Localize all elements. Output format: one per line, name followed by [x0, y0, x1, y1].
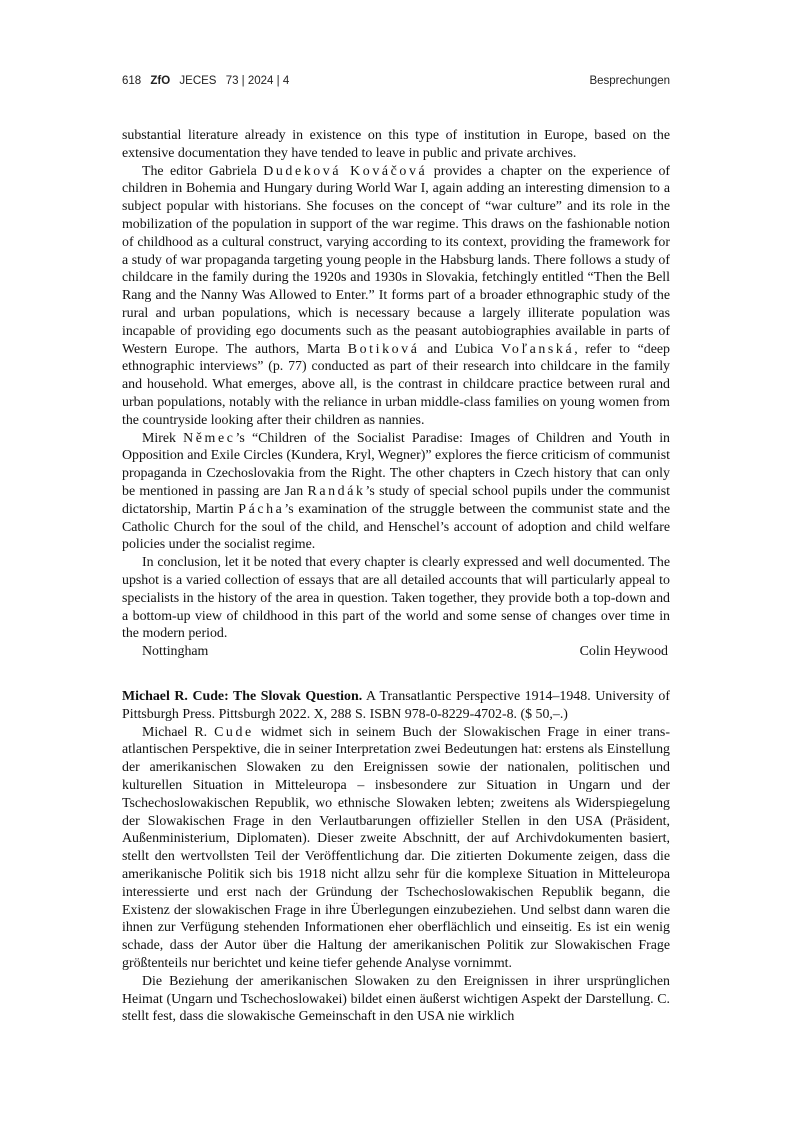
reviewer-name: Colin Heywood	[579, 644, 668, 660]
book-details: A Transatlantic Perspective 1914–1948. University of Pittsburgh Press. Pittsburgh 2022. X, 288 S. ISBN 978-0-8229-4702-8. ($ 50,–.)	[122, 689, 670, 722]
paragraph: Michael R. Cude widmet sich in seinem Buch der Slowakischen Frage in einer transatlantischen Perspektive, die in seiner Interpretation zwei Bedeutungen hat: erstens als Einstellung der amerikanischen Slowaken zu den Ereignissen sowie der nationalen, politischen und kulturellen Situation in Mitteleuropa – insbesondere zur Situation in Ungarn und der Tschechoslowakischen Republik, wo ethnische Slowaken lebten; zweitens als Widerspiegelung der Slowakischen Frage in den Verlautbarungen offizieller Stellen in den USA (Präsident, Außenministerium, Diplomaten). Dieser zweite Abschnitt, der auf Archivdokumenten basiert, stellt den wertvollsten Teil der Veröffentlichung dar. Die zitierten Dokumente zeigen, dass die amerikanische Politik sich bis 1918 nicht allzu sehr für die komplexe Situation in Mitteleuropa interessierte und erst nach der Gründung der Tschechoslowakischen Republik begann, die Existenz der slowakischen Frage in ihre Überlegungen einzubeziehen. Und selbst dann waren die ihnen zur Verfügung stehenden Informationen eher oberflächlich und einseitig. Es ist ein wenig schade, dass der Autor über die Haltung der amerikanischen Politik zur Slowakischen Frage größtenteils nur berichtet und keine tiefer gehende Analyse vornimmt.	[122, 724, 670, 971]
review	[122, 688, 670, 1026]
book-title: Michael R. Cude: The Slovak Question.	[122, 689, 363, 704]
page-number: 618	[122, 75, 142, 87]
author-name: Dudeková Kováčová	[263, 163, 428, 179]
author-name: Botiková	[347, 341, 420, 357]
author-name: Randák	[307, 483, 366, 499]
author-name: Pácha	[238, 501, 285, 517]
journal-name: ZfO	[150, 75, 171, 87]
running-header	[122, 75, 670, 93]
review-continuation	[122, 127, 670, 661]
author-name: Voľanská	[500, 341, 575, 357]
journal-subtitle: JECES	[179, 75, 217, 87]
header-left	[122, 75, 295, 87]
review-title	[122, 688, 670, 724]
section-title: Besprechungen	[589, 75, 670, 87]
reviewer-place: Nottingham	[142, 644, 209, 660]
paragraph: In conclusion, let it be noted that every chapter is clearly expressed and well documented. The upshot is a varied collection of essays that are all detailed accounts that will particularly appeal to specialists in the history of the area in question. Taken together, they provide both a top-down and a bottom-up view of childhood in this part of the world and some sense of changes over time in the modern period.	[122, 555, 670, 642]
volume-issue: 73 | 2024 | 4	[225, 75, 290, 87]
paragraph: Die Beziehung der amerikanischen Slowaken zu den Ereignissen in ihrer ursprünglichen Heimat (Ungarn und Tschechoslowakei) bildet einen äußerst wichtigen Aspekt der Darstellung. C. stellt fest, dass die slowakische Gemeinschaft in den USA nie wirklich	[122, 973, 670, 1025]
author-name: Němec	[183, 430, 236, 446]
paragraph: substantial literature already in existence on this type of institution in Europe, based on the extensive documentation they have tended to leave in public and private archives.	[122, 128, 670, 161]
paragraph: The editor Gabriela Dudeková Kováčová provides a chapter on the experience of children in Bohemia and Hungary during World War I, again adding an interesting dimension to a subject popular with historians. She focuses on the concept of “war culture” and its role in the mobilization of the population in support of the war regime. This draws on the fashionable notion of childhood as a cultural construct, varying according to its context, providing the framework for a study of war propaganda targeting young people in the Habsburg lands. There follows a study of childcare in the family during the 1920s and 1930s in Slovakia, fetchingly entitled “Then the Bell Rang and the Nanny Was Allowed to Enter.” It forms part of a broader ethnographic study of the rural and urban populations, which is necessary because a largely illiterate population was incapable of providing ego documents such as the peasant autobiographies available in parts of Western Europe. The authors, Marta Botiková and Ľubica Voľanská, refer to “deep ethnographic interviews” (p. 77) conducted as part of their research into childcare in the family and household. What emerges, above all, is the contrast in childcare practice between rural and urban populations, notably with the reliance in urban middle-class families on young women from the countryside looking after their children as nannies.	[122, 163, 671, 428]
signature-line	[122, 643, 670, 661]
author-name: Cude	[214, 724, 254, 740]
paragraph: Mirek Němec’s “Children of the Socialist Paradise: Images of Children and Youth in Opposition and Exile Circles (Kundera, Kryl, Wegner)” explores the fierce criticism of communist propaganda in Czechoslovakia from the Right. The other chapters in Czech history that can only be mentioned in passing are Jan Randák’s study of special school pupils under the communist dictatorship, Martin Pácha’s examination of the struggle between the communist state and the Catholic Church for the soul of the child, and Henschel’s account of adoption and child welfare policies under the socialist regime.	[122, 430, 671, 553]
